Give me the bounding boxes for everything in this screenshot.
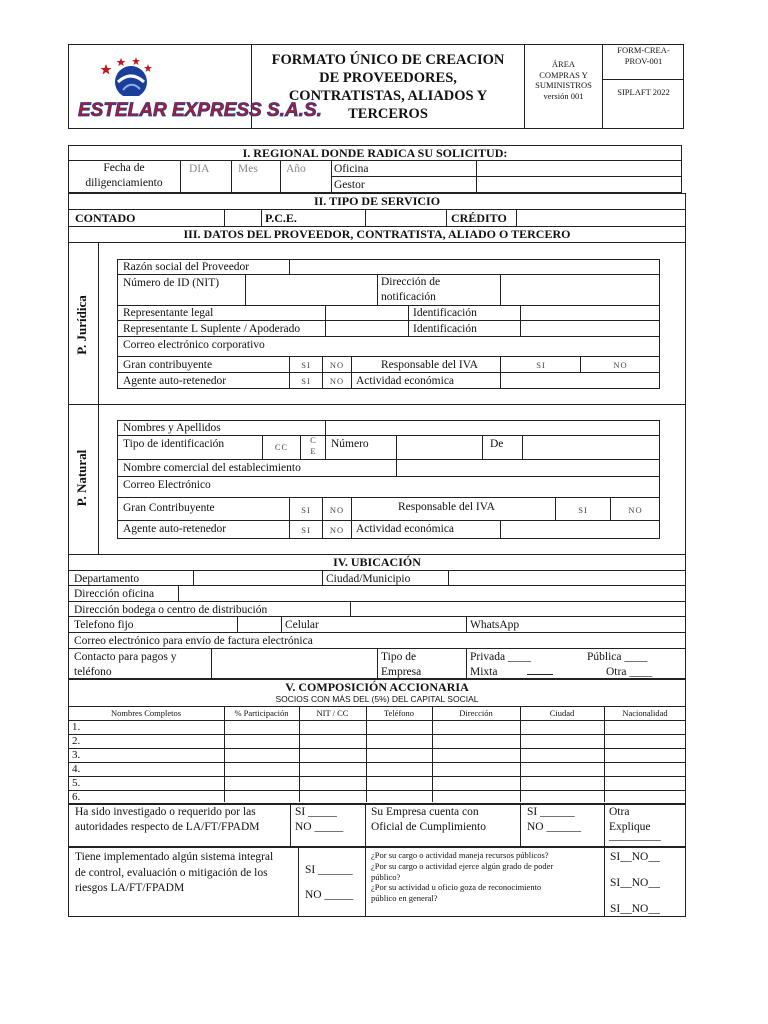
area-line: ÁREA [551,59,576,69]
pep-line: público en general? [371,893,438,904]
divider [351,497,352,539]
table-row-number: 2. [72,735,81,747]
question-line: autoridades respecto de LA/FT/FPADM [75,821,260,833]
si-option[interactable]: SI [578,505,588,515]
celular-label: Celular [285,619,319,631]
pep-questions [371,850,553,904]
nombres-label: Nombres y Apellidos [123,422,221,434]
divider [520,706,521,802]
divider [365,847,366,917]
divider [604,804,605,847]
divider [482,435,483,459]
fecha-line: diligenciamiento [85,177,163,189]
contacto-line: Contacto para pagos y [74,651,177,663]
no-option[interactable]: NO [329,505,345,515]
publica-option[interactable]: Pública ____ [587,651,648,663]
area-line: SUMINISTROS [535,80,592,90]
section-3-title: III. DATOS DEL PROVEEDOR, CONTRATISTA, ALIADO O TERCERO [183,227,571,241]
sistema-si[interactable]: SI ______ [305,864,353,876]
contado-option[interactable]: CONTADO [75,211,136,225]
ce-line: C [310,435,316,445]
investigado-no[interactable]: NO _____ [295,821,344,833]
divider [322,570,323,585]
oficial-question [371,805,486,835]
tipo-empresa-line: Empresa [381,666,422,678]
identificacion-label: Identificación [413,307,477,319]
ciudad-label: Ciudad/Municipio [326,573,411,585]
table-row-number: 5. [72,777,81,789]
ce-line: E [310,446,316,456]
svg-text:ESTELAR EXPRESS S.A.S.: ESTELAR EXPRESS S.A.S. [78,100,322,121]
rep-suplente-label: Representante L Suplente / Apoderado [123,323,301,335]
divider [98,242,99,554]
divider [500,356,501,389]
otra-line: Explique [609,821,651,833]
section-2-title: II. TIPO DE SERVICIO [313,194,441,208]
column-header: NIT / CC [316,708,349,718]
divider [68,601,686,602]
divider [476,160,477,193]
divider [117,520,660,521]
divider [520,305,521,336]
cc-option[interactable]: CC [274,442,289,452]
divider [68,570,686,571]
divider [325,305,326,336]
privada-option[interactable]: Privada ____ [470,651,532,663]
direccion-oficina-label: Dirección oficina [74,588,155,600]
divider [117,372,660,373]
divider [224,706,225,802]
divider [68,404,686,405]
divider [331,160,332,193]
otra-line: Otra [609,806,630,818]
pep-answer-2[interactable]: SI__NO__ [610,877,660,889]
divider [68,720,686,721]
form-code-line: PROV-001 [624,55,663,66]
divider [117,356,660,357]
divider [522,435,523,459]
gestor-label: Gestor [334,179,365,191]
question-line: Su Empresa cuenta con [371,806,479,818]
divider [117,476,660,477]
otra-line: _________ [609,830,661,842]
pce-option[interactable]: P.C.E. [265,211,297,225]
divider [446,209,447,226]
departamento-label: Departamento [74,573,140,585]
divider [466,616,467,632]
si-option[interactable]: SI [536,360,546,370]
title-line: CONTRATISTAS, ALIADOS Y [288,88,488,104]
divider [299,706,300,802]
divider [325,420,326,435]
form-code-line: FORM-CREA- [617,45,670,55]
no-option[interactable]: NO [613,360,628,370]
divider [500,520,501,539]
divider [500,274,501,305]
section-1-title: I. REGIONAL DONDE RADICA SU SOLICITUD: [242,146,508,160]
si-option[interactable]: SI [301,525,311,535]
divider [280,160,281,193]
si-option[interactable]: SI [301,505,311,515]
title-line: DE PROVEEDORES, [319,70,457,86]
question-line: riesgos LA/FT/FPADM [75,882,185,894]
divider [366,706,367,802]
divider [396,435,397,476]
company-logo [76,52,322,124]
credito-option[interactable]: CRÉDITO [451,211,507,225]
column-header: Dirección [459,708,493,718]
divider [466,648,467,679]
divider [178,585,179,601]
divider [117,320,660,321]
telefono-fijo-label: Telefono fijo [74,619,134,631]
si-option[interactable]: SI [301,376,311,386]
divider [68,748,686,749]
no-option[interactable]: NO [628,505,643,515]
divider [298,847,299,917]
divider [350,601,351,616]
divider [193,570,194,585]
form-code [603,45,684,66]
oficial-si[interactable]: SI ______ [527,806,575,818]
divider [602,79,684,80]
divider [516,209,517,226]
section-4-title: IV. UBICACIÓN [333,555,421,569]
divider [520,804,521,847]
oficina-label: Oficina [334,163,369,175]
pep-answer-3[interactable]: SI__NO__ [610,903,660,915]
ano-field[interactable]: Año [286,163,306,175]
divider [117,497,660,498]
pep-line: ¿Por su cargo o actividad maneja recursos públicos? [371,850,549,860]
divider [231,160,232,193]
divider [68,209,686,210]
siplaft-code: SIPLAFT 2022 [617,87,670,97]
divider [117,459,660,460]
fecha-line: Fecha de [103,162,145,174]
column-header: % Participación [234,708,289,718]
divider [117,336,660,337]
column-header: Nombres Completos [110,708,182,718]
section-5-subtitle: SOCIOS CON MÁS DEL (5%) DEL CAPITAL SOCIAL [275,694,479,704]
razon-social-label: Razón social del Proveedor [123,261,250,273]
juridica-vertical-label [74,281,94,369]
oficina-input[interactable] [478,162,678,175]
divider [365,804,366,847]
contacto-pagos-label [74,650,177,680]
question-line: de control, evaluación o mitigación de los [75,866,268,879]
natural-label: P. Natural [74,449,89,507]
divider [325,435,326,459]
juridica-label: P. Jurídica [74,295,89,355]
divider [224,209,225,226]
direccion-notificacion-label [381,275,440,305]
divider [261,209,262,226]
divider [68,734,686,735]
otra-option[interactable]: Otra ____ [606,666,653,678]
mes-field[interactable]: Mes [238,163,258,175]
table-row-number: 6. [72,791,81,803]
no-option[interactable]: NO [329,525,345,535]
sistema-no[interactable]: NO _____ [305,889,354,901]
si-option[interactable]: SI [301,360,311,370]
tipo-empresa-line: Tipo de [381,651,417,663]
contacto-line: teléfono [74,666,112,678]
natural-vertical-label [74,434,94,522]
sistema-question [75,850,273,897]
divider [432,706,433,802]
actividad-economica-label: Actividad económica [356,375,455,387]
direccion-line: notificación [381,291,436,303]
whatsapp-label: WhatsApp [470,619,520,631]
investigado-si[interactable]: SI _____ [295,806,337,818]
no-option[interactable]: NO [329,376,345,386]
tipo-empresa-label [381,650,421,680]
divider [290,804,291,847]
divider [365,209,366,226]
direccion-line: Dirección de [381,276,441,288]
pep-line: ¿Por su cargo o actividad ejerce algún grado de poder [371,860,554,871]
column-header: Teléfono [383,708,415,718]
tipo-id-label: Tipo de identificación [123,438,225,450]
divider [331,176,682,177]
mixta-option[interactable] [470,665,553,679]
divider [351,356,352,389]
de-label: De [490,438,504,450]
divider [289,259,290,274]
divider [408,305,409,336]
area-line: COMPRAS Y [539,69,588,80]
divider [68,790,686,791]
area-line: versión 001 [543,90,584,101]
divider [68,762,686,763]
section-5-title: V. COMPOSICIÓN ACCIONARIA [285,680,469,694]
title-line: TERCEROS [348,106,428,122]
investigado-question [75,805,260,835]
table-row-number: 4. [72,763,81,775]
document-title [252,51,524,123]
divider [604,706,605,802]
responsable-iva-label: Responsable del IVA [398,501,495,513]
question-line: Ha sido investigado o requerido por las [75,806,256,818]
rep-legal-label: Representante legal [123,307,214,319]
no-option[interactable]: NO [329,360,345,370]
numero-label: Número [331,438,369,450]
divider [281,616,282,632]
ce-option[interactable] [301,435,325,457]
divider [68,632,686,633]
nit-label: Número de ID (NIT) [123,277,220,289]
mixta-label: Mixta [470,666,498,678]
table-row-number: 1. [72,721,81,733]
agente-retenedor-label: Agente auto-retenedor [123,375,227,387]
column-header: Ciudad [549,708,575,718]
divider [448,570,449,585]
question-line: Oficial de Cumplimiento [371,821,486,833]
divider [180,160,181,193]
direccion-bodega-label: Dirección bodega o centro de distribución [74,604,268,616]
correo-factura-label: Correo electrónico para envío de factura electrónica [74,635,313,647]
otra-explique[interactable] [609,805,661,844]
actividad-economica-label: Actividad económica [356,523,455,535]
divider [245,274,246,305]
identificacion-label: Identificación [413,323,477,335]
divider [377,274,378,305]
responsable-iva-label: Responsable del IVA [381,359,478,371]
correo-electronico-label: Correo Electrónico [123,479,211,491]
title-line: FORMATO ÚNICO DE CREACION [271,52,505,68]
column-header: Nacionalidad [622,708,668,718]
divider [68,242,686,243]
divider [377,648,378,679]
nombre-comercial-label: Nombre comercial del establecimiento [123,462,301,474]
divider [211,648,212,679]
oficial-no[interactable]: NO ______ [527,821,581,833]
divider [68,776,686,777]
divider [604,847,605,917]
table-row-number: 3. [72,749,81,761]
gestor-input[interactable] [478,178,678,191]
gran-contribuyente-label: Gran Contribuyente [123,502,215,514]
fecha-label [70,161,178,191]
pep-answer-1[interactable]: SI__NO__ [610,851,660,863]
area-label [525,59,602,101]
dia-field[interactable]: DIA [189,163,210,175]
question-line: Tiene implementado algún sistema integral [75,851,274,863]
divider [237,616,238,632]
pep-line: ¿Por su actividad u oficio goza de reconocimiento [371,882,542,893]
divider [117,435,660,436]
agente-retenedor-label: Agente auto-retenedor [123,523,227,535]
correo-corporativo-label: Correo electrónico corporativo [123,339,265,351]
pep-line: público? [371,871,401,882]
gran-contribuyente-label: Gran contribuyente [123,359,213,371]
